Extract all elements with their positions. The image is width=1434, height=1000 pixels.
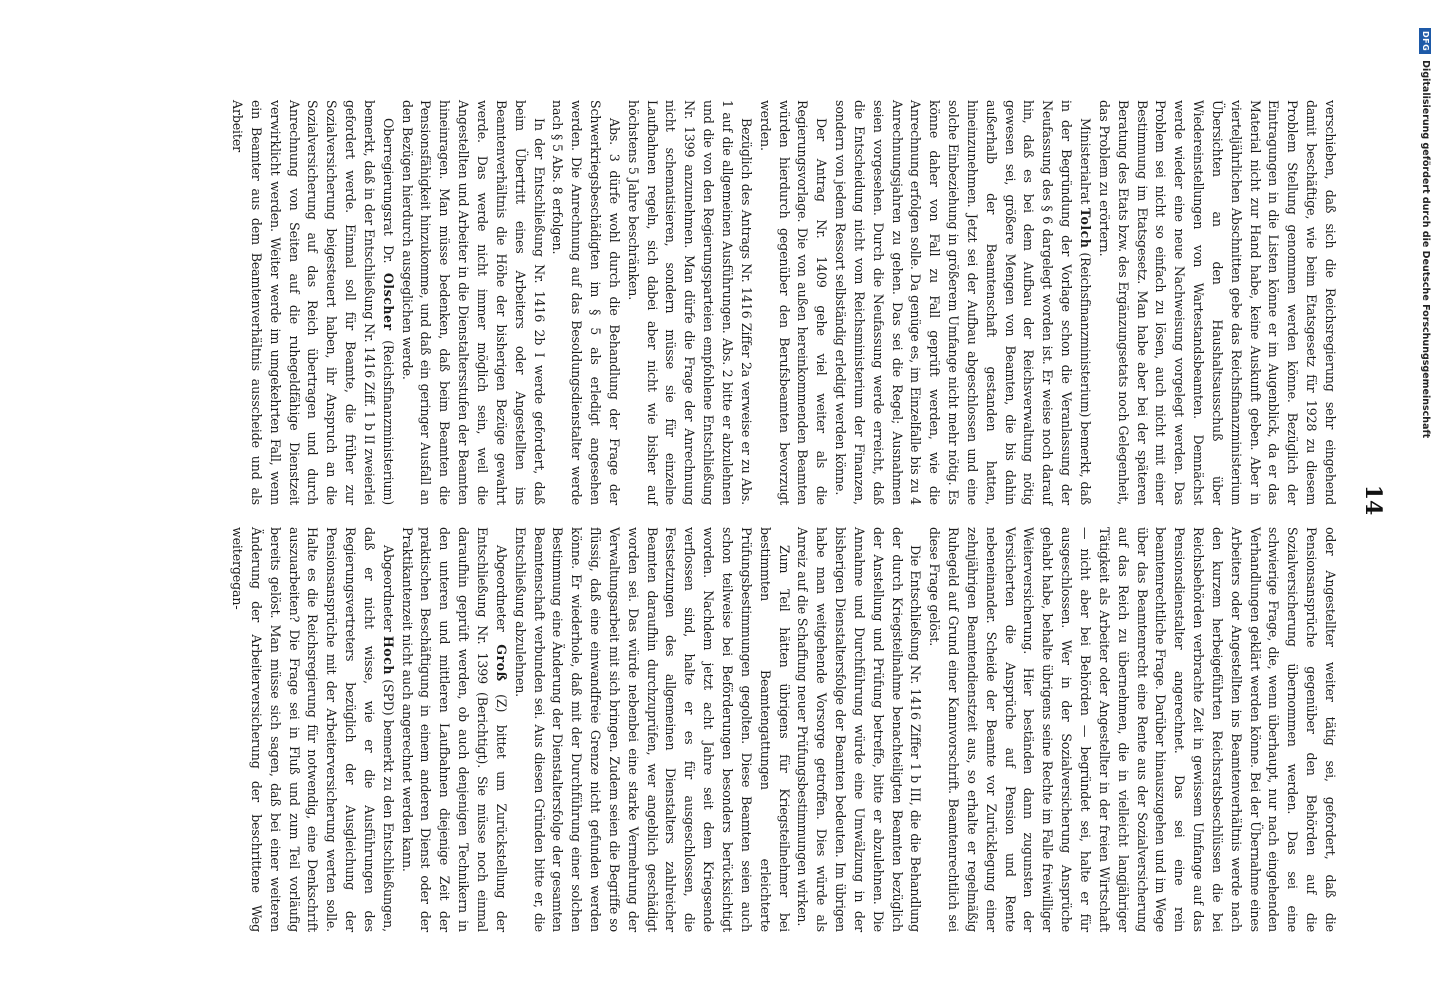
paragraph: Abs. 3 dürfe wohl durch die Behandlung der Frage der Schwerkriegsbeschädigten im § 5 als erledigt angesehen werden. Die Anrechnung auf das Besoldungsdienstalter werde nach § 5 Abs. 8 erfolgen. — [550, 100, 622, 505]
paragraph — [227, 100, 397, 505]
paragraph: Die Entschließung Nr. 1416 Ziffer 1 b III, die die Behandlung der durch Kriegsteilnahme benachteiligten Beamten bezüglich der Anstellung und Prüfung betreffe, bitte er abzulehnen. Die Annahme und Durchführung würde eine Umwälzung in der bisherigen Dienstaltersfolge der Beamten bedeuten. Im übrigen habe man weitgehende Vorsorge getroffen. Dies würde als Anreiz auf die Schaffung neuer Prüfungsbestimmungen wirken. — [795, 527, 924, 932]
paragraph: Der Antrag Nr. 1409 gehe viel weiter als die Regierungsvorlage. Die von außen hereinkommenden Beamten würden hierdurch gegenüber den Berufsbeamten bevorzugt werden. — [757, 100, 830, 505]
right-text-column — [227, 527, 1339, 932]
paragraph-body: (Z) bittet um Zurückstellung der Entschließung Nr. 1399 (Berichtigt). Sie müsse noch einmal daraufhin geprüft werden, ob auch denjenigen Technikern in den unteren und mittleren Laufbahnen diejenige Zeit der praktischen Beschäftigung in einem anderen Dienst oder der Praktikantenzeit nicht auch angerechnet werden kann. — [399, 527, 509, 932]
paragraph-body: (Reichsfinanzministerium) bemerkt, daß in der Begründung der Vorlage schon die Veranlassung der Neufassung des § 6 dargelegt worden ist. Er weise noch darauf hin, daß es bei dem Aufbau der Reichsverwaltung nötig gewesen sei, größere Mengen von Beamten, die bis dahin außerhalb der Beamtenschaft gestanden hatten, hineinzunehmen. Jetzt sei der Aufbau abgeschlossen und eine solche Einbeziehung in größerem Umfange nicht mehr nötig. Es könne daher von Fall zu Fall geprüft werden, wie die Anrechnung erfolgen solle. Da genüge es, im Einzelfalle bis zu 4 Anrechnungsjahren zu gehen. Das sei die Regel; Ausnahmen seien vorgesehen. Durch die Neufassung werde erreicht, daß die Entscheidung nicht vom Reichsministerium der Finanzen, sondern von jedem Ressort selbständig erledigt werden könne. — [833, 100, 1094, 505]
paragraph-lead: Oberregierungsrat Dr. — [380, 118, 396, 273]
paragraph-lead: Abgeordneter — [380, 545, 396, 636]
speaker-name: Hoch — [380, 635, 396, 675]
paragraph: Zum Teil hätten übrigens für Kriegsteilnehmer bei bestimmten Beamtengattungen erleichterte Prüfungsbestimmungen gegolten. Diese Beamten seien auch schon teilweise bei Beförderungen besonders berücksichtigt worden. Nachdem jetzt acht Jahre seit dem Kriegsende verflossen sind, halte er es für ausgeschlossen, die Festsetzungen des allgemeinen Dienstalters zahlreicher Beamten daraufhin durchzuprüfen, wer angeblich geschädigt worden sei. Das würde nebenbei eine starke Vermehrung der Verwaltungsarbeit mit sich bringen. Zudem seien die Begriffe so flüssig, daß eine einwandfreie Grenze nicht gefunden werden könne. Er wiederhole, daß mit der Durchführung einer solchen Bestimmung eine Änderung der Dienstaltersfolge der gesamten Beamtenschaft verbunden sei. Aus diesen Gründen bitte er, die Entschließung abzulehnen. — [512, 527, 792, 932]
paragraph: oder Angestellter weiter tätig sei, gefordert, daß die Pensionsansprüche gegenüber den Behörden auf die Sozialversicherung übernommen werden. Das sei eine schwierige Frage, die, wenn überhaupt, nur nach eingehenden Verhandlungen geklärt werden könne. Bei der Übernahme eines Arbeiters oder Angestellten ins Beamtenverhältnis werde nach den kurzem herbeigeführten Reichsratsbeschlüssen die bei Reichsbehörden verbrachte Zeit in gewissem Umfange auf das Pensionsdienstalter angerechnet. Das sei eine rein beamtenrechtliche Frage. Darüber hinauszugehen und im Wege über das Beamtenrecht eine Rente aus der Sozialversicherung auf das Reich zu übernehmen, die in vielleicht langjähriger Tätigkeit als Arbeiter oder Angestellter in der freien Wirtschaft — nicht aber bei Behörden — begründet sei, halte er für ausgeschlossen. Wer in der Sozialversicherung Ansprüche gehabt habe, behalte übrigens seine Rechte im Falle freiwilliger Weiterversicherung. Hier beständen dann zugunsten der Versicherten die Ansprüche auf Pension und Rente nebeneinander. Scheide der Beamte vor Zurücklegung einer zehnjährigen Beamtendienstzeit aus, so erhalte er regelmäßig Ruhegeld auf Grund einer Kannvorschrift. Beamtenrechtlich sei diese Frage gelöst. — [927, 527, 1338, 932]
speaker-name: Olscher — [380, 272, 396, 331]
paragraph: Bezüglich des Antrags Nr. 1416 Ziffer 2a verweise er zu Abs. 1 auf die allgemeinen Ausführungen. Abs. 2 bitte er abzulehnen und die von den Regierungsparteien empfohlene Entschließung Nr. 1399 anzunehmen. Man dürfe die Frage der Anrechnung nicht schematisieren, sondern müsse sie für einzelne Laufbahnen regeln, sich dabei aber nicht wie bisher auf höchstens 5 Jahre beschränken. — [625, 100, 754, 505]
paragraph: In der Entschließung Nr. 1416 2b I werde gefordert, daß beim Übertritt eines Arbeiters oder Angestellten ins Beamtenverhältnis die Höhe der bisherigen Bezüge gewahrt werde. Das werde nicht immer möglich sein, weil die Angestellten und Arbeiter in die Dienstaltersstufen der Beamten hineinragen. Man müsse bedenken, daß beim Beamten die Pensionsfähigkeit hinzukomme, und daß ein geringer Ausfall an den Bezügen hierdurch ausgeglichen werde. — [399, 100, 547, 505]
paragraph — [397, 527, 510, 932]
left-text-column — [227, 100, 1339, 505]
paragraph — [830, 100, 1094, 505]
page-number: 14 — [1360, 484, 1386, 516]
paragraph: verschieben, daß sich die Reichsregierung sehr eingehend damit beschäftige, wie beim Etatsgesetz für 1928 zu diesem Problem Stellung genommen werden könne. Bezüglich der Eintragungen in die Listen könne er im Augenblick, da er das Material nicht zur Hand habe, keine Auskunft geben. Aber in vierteljährlichen Abschnitten gebe das Reichsfinanzministerium Übersichten an den Haushaltsausschuß über Wiedereinstellungen von Wartestandsbeamten. Demnächst werde wieder eine neue Nachweisung vorgelegt werden. Das Problem sei nicht so einfach zu lösen, auch nicht mit einer Bestimmung im Etatsgesetz. Man habe aber bei der späteren Beratung des Etats bzw. des Ergänzungsetats noch Gelegenheit, das Problem zu erörtern. — [1096, 100, 1338, 505]
paragraph-body: (SPD) bemerkt zu den Entschließungen, daß er nicht wisse, wie er die Ausführungen des Regierungsvertreters bezüglich der Ausgleichung der Pensionsansprüche mit der Arbeiterversicherung werten solle. Halte es die Reichsregierung für notwendig, eine Denkschrift auszuarbeiten? Die Frage sei in Fluß und zum Teil vorläufig bereits gelöst. Man müsse sich sagen, daß bei einer weiteren Änderung der Arbeiterversicherung der beschrittene Weg weitergegan- — [230, 527, 396, 932]
digitization-credit — [1418, 8, 1432, 998]
credit-line — [1418, 28, 1432, 988]
paragraph-body: (Reichsfinanzministerium) bemerkt, daß in der Entschließung Nr. 1416 Ziff. 1 b II zweierlei gefordert werde. Einmal soll für Beamte, die früher zur Sozialversicherung beigesteuert haben, ihr Anspruch an die Sozialversicherung auf das Reich übertragen und durch Anrechnung von Seiten auf die ruhegeldfähige Dienstzeit verwirklicht werden. Weiter werde im umgekehrten Fall, wenn ein Beamter aus dem Beamtenverhältnis ausscheide und als Arbeiter — [230, 100, 396, 505]
paragraph-lead: Ministerialrat — [1078, 118, 1094, 209]
dfg-logo: DFG — [1419, 28, 1431, 54]
paragraph-lead: Abgeordneter — [493, 545, 509, 645]
speaker-name: Groß — [493, 644, 509, 682]
credit-text: Digitalisierung gefördert durch die Deutsche Forschungsgemeinschaft — [1420, 60, 1431, 439]
paragraph — [227, 527, 397, 932]
speaker-name: Tolch — [1078, 208, 1094, 249]
